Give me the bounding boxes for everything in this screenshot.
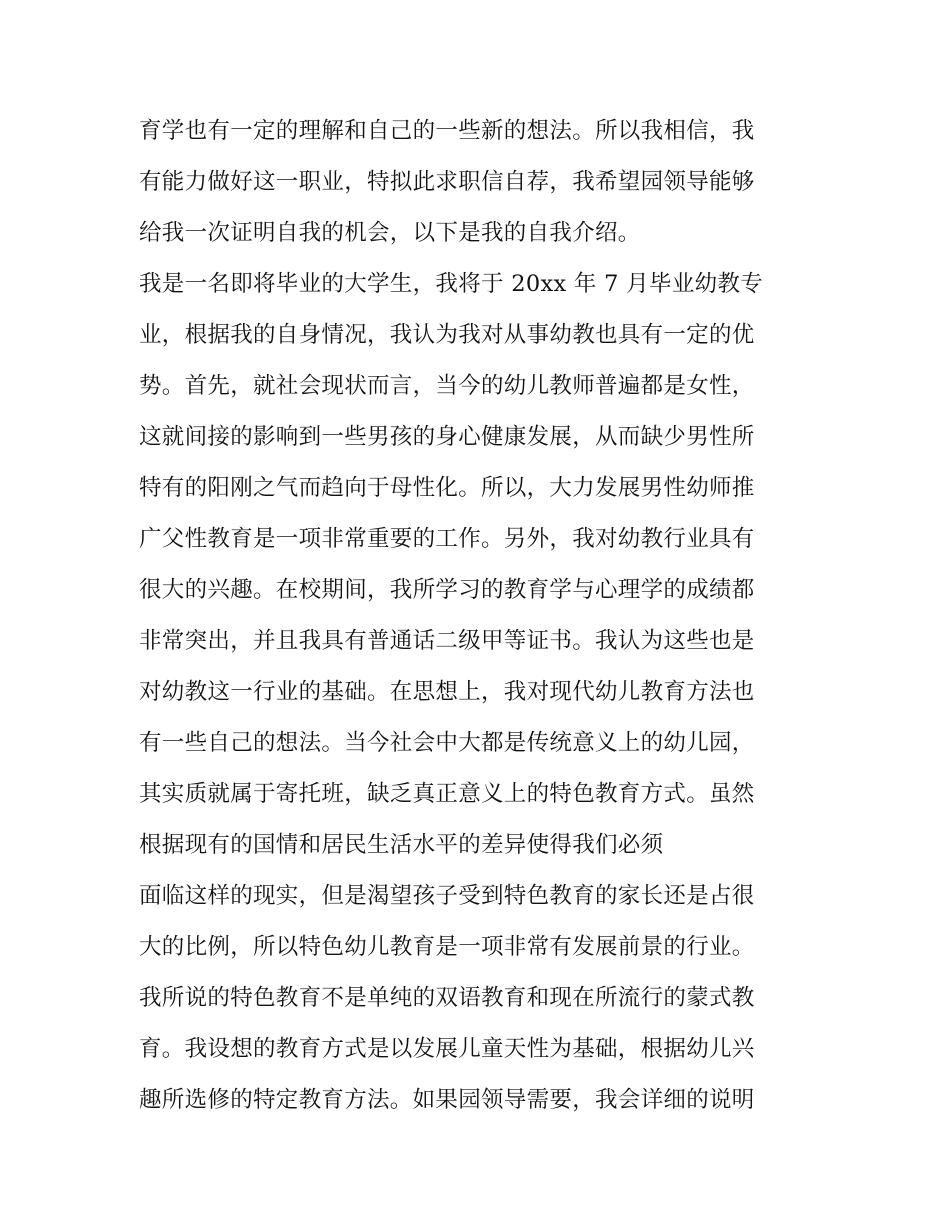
text-line: 有能力做好这一职业，特拟此求职信自荐，我希望园领导能够 — [139, 169, 755, 195]
text-line: 趣所选修的特定教育方法。如果园领导需要，我会详细的说明 — [139, 1087, 755, 1113]
text-line: 我是一名即将毕业的大学生，我将于 20xx 年 7 月毕业幼教专 — [139, 271, 764, 297]
text-line: 大的比例，所以特色幼儿教育是一项非常有发展前景的行业。 — [139, 934, 755, 960]
text-line: 给我一次证明自我的机会，以下是我的自我介绍。 — [139, 220, 641, 246]
text-line: 育。我设想的教育方式是以发展儿童天性为基础，根据幼儿兴 — [139, 1036, 755, 1062]
text-line: 面临这样的现实，但是渴望孩子受到特色教育的家长还是占很 — [139, 883, 755, 909]
document-body — [139, 108, 819, 1128]
text-line: 我所说的特色教育不是单纯的双语教育和现在所流行的蒙式教 — [139, 985, 755, 1011]
text-line: 很大的兴趣。在校期间，我所学习的教育学与心理学的成绩都 — [139, 577, 755, 603]
text-line: 根据现有的国情和居民生活水平的差异使得我们必须 — [139, 832, 664, 858]
text-line: 其实质就属于寄托班，缺乏真正意义上的特色教育方式。虽然 — [139, 781, 755, 807]
text-line: 有一些自己的想法。当今社会中大都是传统意义上的幼儿园， — [139, 730, 755, 756]
text-line: 广父性教育是一项非常重要的工作。另外，我对幼教行业具有 — [139, 526, 755, 552]
text-line: 特有的阳刚之气而趋向于母性化。所以，大力发展男性幼师推 — [139, 475, 755, 501]
text-line: 这就间接的影响到一些男孩的身心健康发展，从而缺少男性所 — [139, 424, 755, 450]
text-line: 对幼教这一行业的基础。在思想上，我对现代幼儿教育方法也 — [139, 679, 755, 705]
text-line: 业，根据我的自身情况，我认为我对从事幼教也具有一定的优 — [139, 322, 755, 348]
text-line: 非常突出，并且我具有普通话二级甲等证书。我认为这些也是 — [139, 628, 755, 654]
text-line: 育学也有一定的理解和自己的一些新的想法。所以我相信，我 — [139, 118, 755, 144]
text-line: 势。首先，就社会现状而言，当今的幼儿教师普遍都是女性， — [139, 373, 755, 399]
